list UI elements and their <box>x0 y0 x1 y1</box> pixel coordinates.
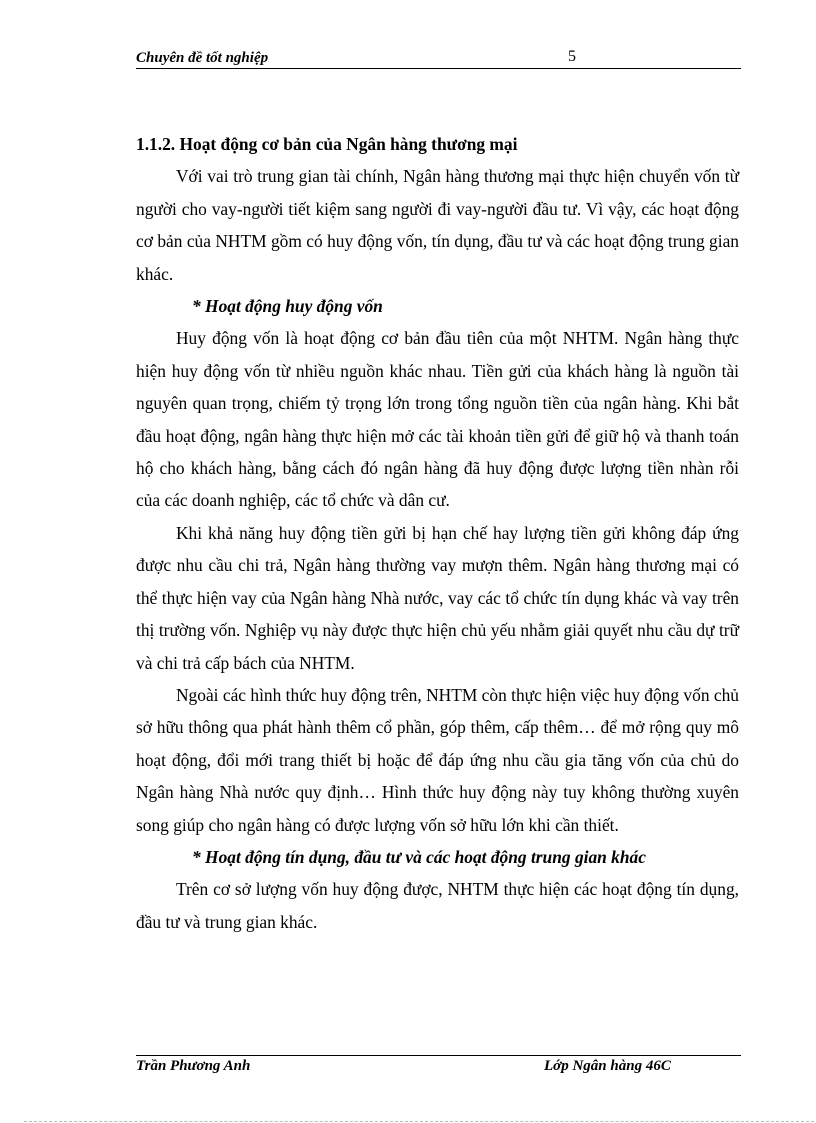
intro-paragraph: Với vai trò trung gian tài chính, Ngân hàng thương mại thực hiện chuyển vốn từ người cho vay-người tiết kiệm sang người đi vay-người đầu tư. Vì vậy, các hoạt động cơ bản của NHTM gồm có huy động vốn, tín dụng, đầu tư và các hoạt động trung gian khác. <box>136 166 739 284</box>
page-body <box>136 128 739 938</box>
page-edge-divider <box>24 1121 814 1122</box>
paragraph: Huy động vốn là hoạt động cơ bản đầu tiên của một NHTM. Ngân hàng thực hiện huy động vốn từ nhiều nguồn khác nhau. Tiền gửi của khách hàng là nguồn tài nguyên quan trọng, chiếm tỷ trọng lớn trong tổng nguồn tiền của ngân hàng. Khi bắt đầu hoạt động, ngân hàng thực hiện mở các tài khoản tiền gửi để giữ hộ và thanh toán hộ cho khách hàng, bằng cách đó ngân hàng đã huy động được lượng tiền nhàn rỗi của các doanh nghiệp, các tổ chức và dân cư. <box>136 328 739 511</box>
document-title: Chuyên đề tốt nghiệp <box>136 50 269 66</box>
paragraph: Trên cơ sở lượng vốn huy động được, NHTM thực hiện các hoạt động tín dụng, đầu tư và trung gian khác. <box>136 879 739 932</box>
paragraph: Ngoài các hình thức huy động trên, NHTM còn thực hiện việc huy động vốn chủ sở hữu thông qua phát hành thêm cổ phần, góp thêm, cấp thêm… để mở rộng quy mô hoạt động, đổi mới trang thiết bị hoặc để đáp ứng nhu cầu gia tăng vốn của chủ do Ngân hàng Nhà nước quy định… Hình thức huy động này tuy không thường xuyên song giúp cho ngân hàng có được lượng vốn sở hữu lớn khi cần thiết. <box>136 684 739 835</box>
subsection-heading-credit: * Hoạt động tín dụng, đầu tư và các hoạt động trung gian khác <box>192 846 646 867</box>
page-number: 5 <box>568 48 576 65</box>
section-heading: 1.1.2. Hoạt động cơ bản của Ngân hàng thương mại <box>136 134 518 154</box>
class-name: Lớp Ngân hàng 46C <box>544 1058 671 1074</box>
author-name: Trần Phương Anh <box>136 1058 251 1074</box>
paragraph: Khi khả năng huy động tiền gửi bị hạn chế hay lượng tiền gửi không đáp ứng được nhu cầu chi trả, Ngân hàng thường vay mượn thêm. Ngân hàng thương mại có thể thực hiện vay của Ngân hàng Nhà nước, vay các tổ chức tín dụng khác và vay trên thị trường vốn. Nghiệp vụ này được thực hiện chủ yếu nhằm giải quyết nhu cầu dự trữ và chi trả cấp bách của NHTM. <box>136 522 739 673</box>
page-footer <box>136 1055 741 1076</box>
subsection-heading-deposit: * Hoạt động huy động vốn <box>192 296 383 317</box>
page-header <box>136 48 741 69</box>
